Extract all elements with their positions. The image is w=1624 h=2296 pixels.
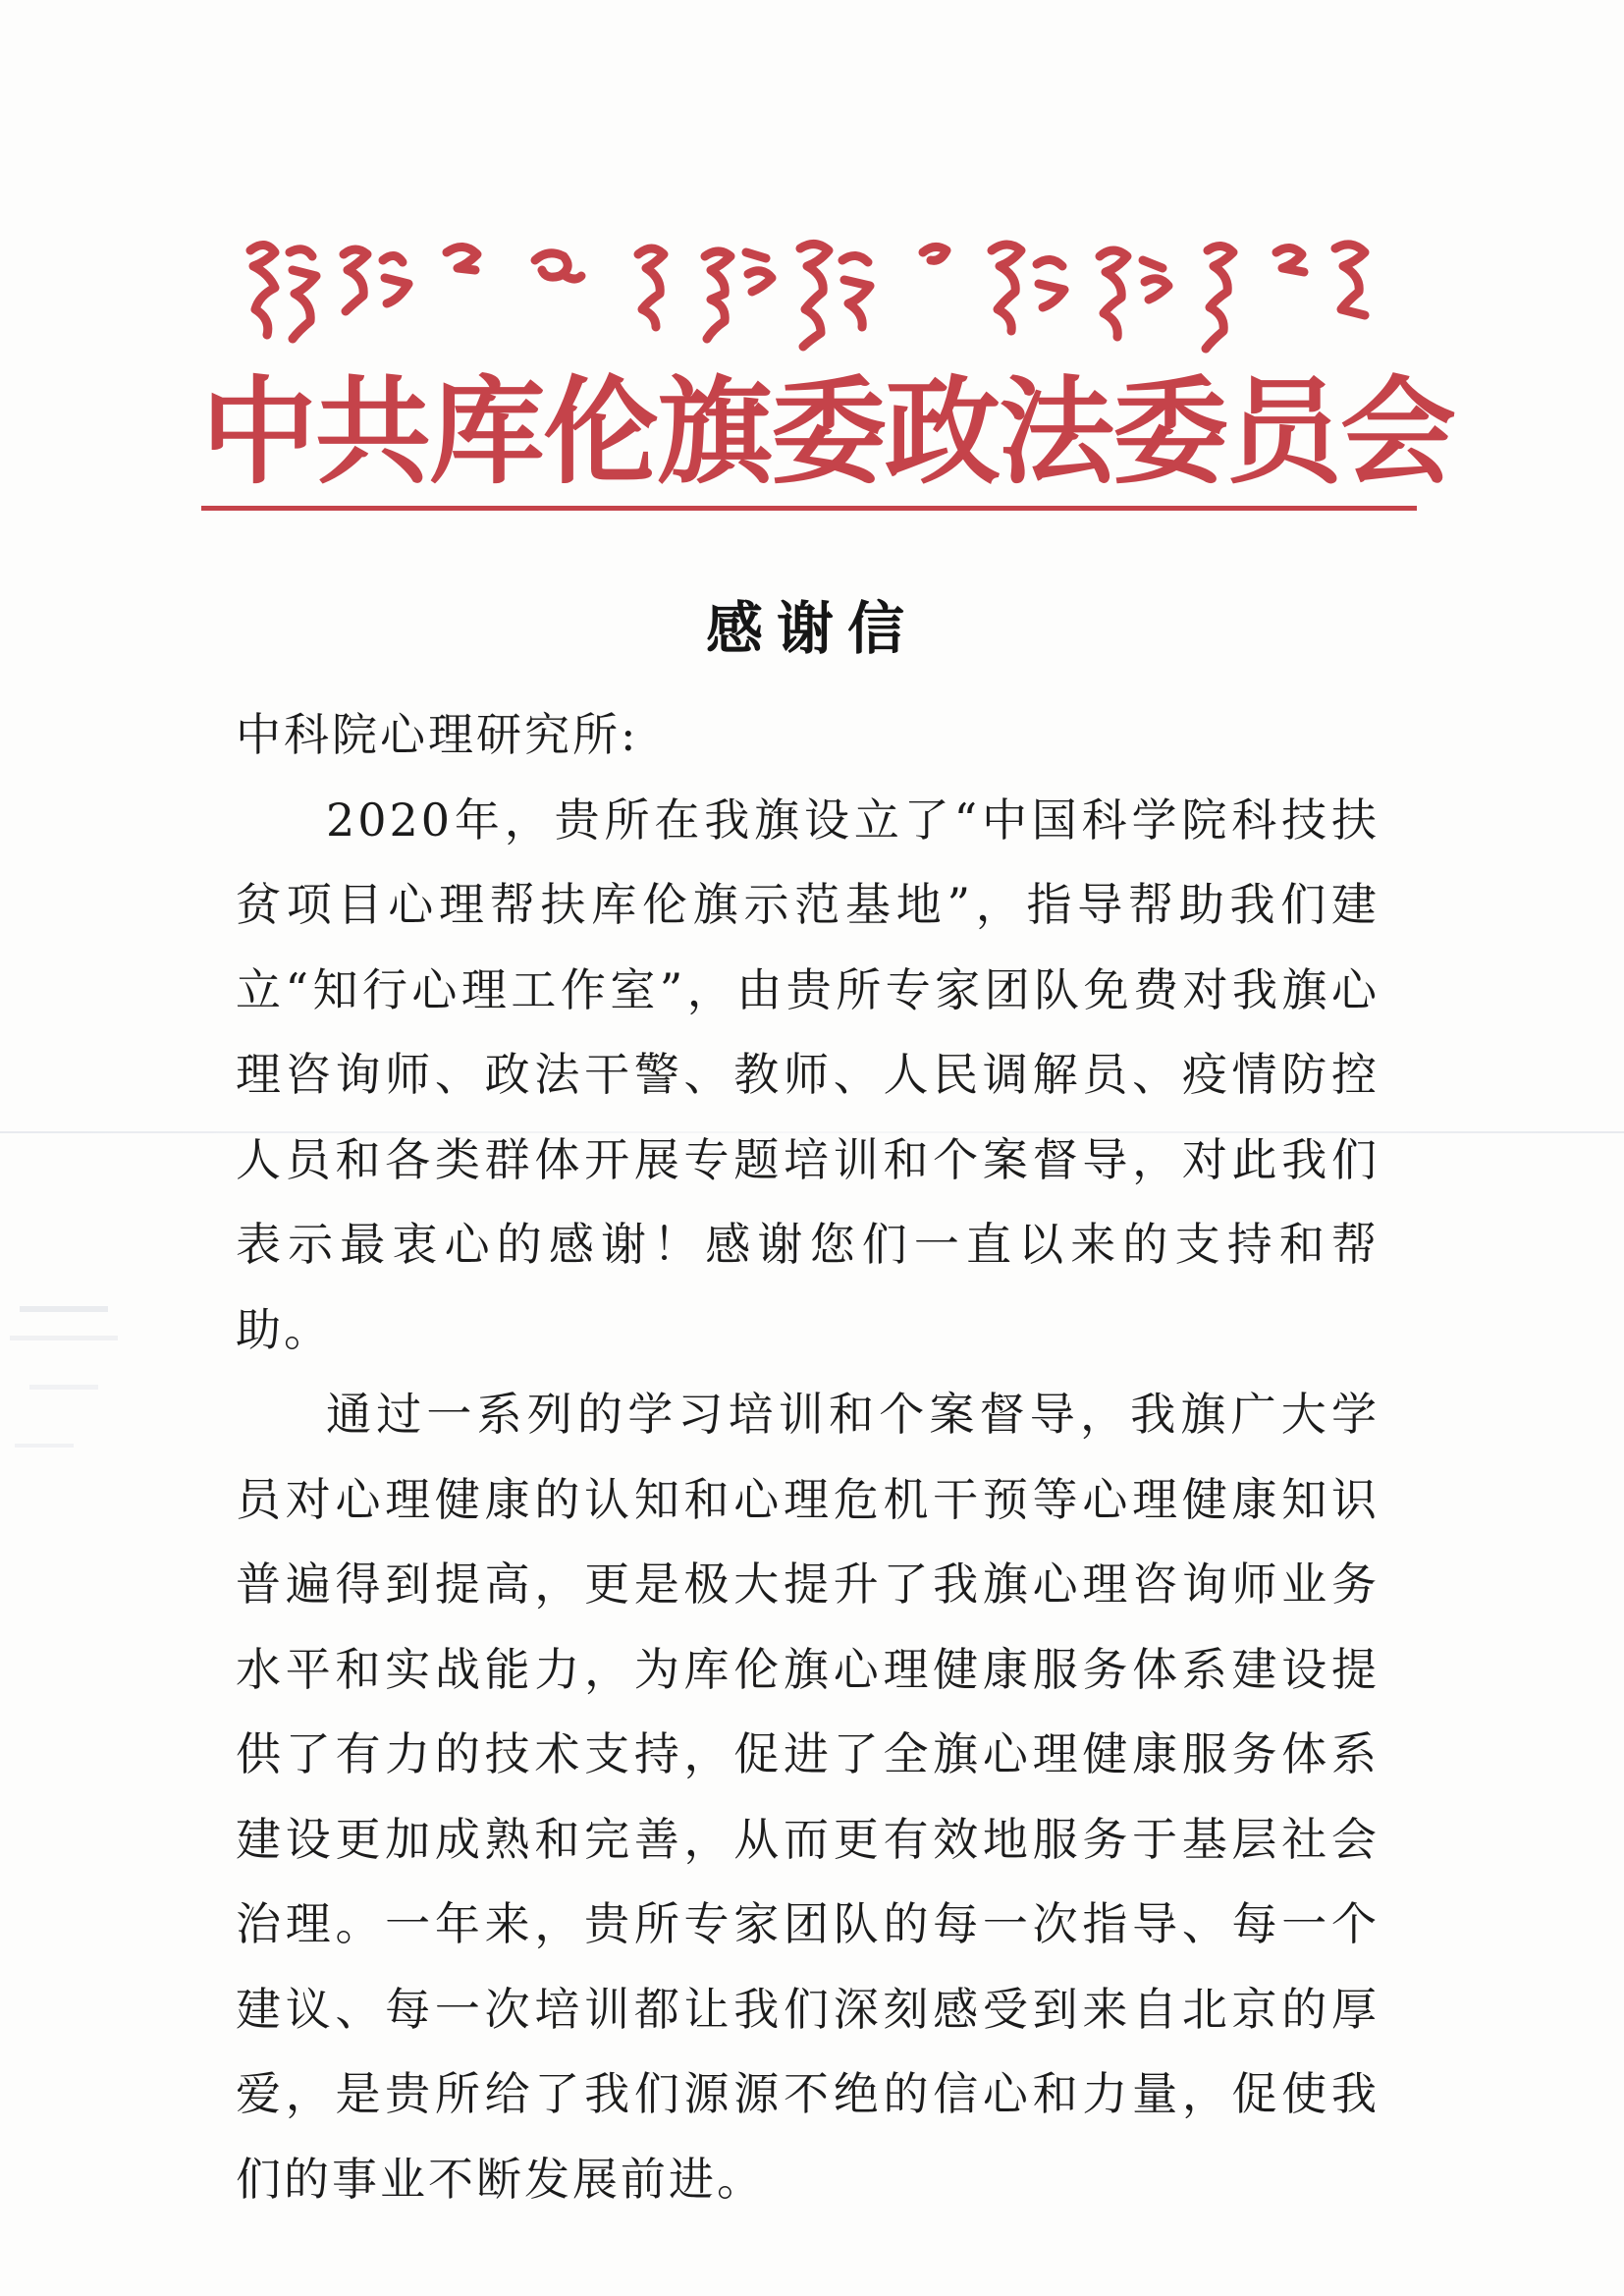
scan-noise-marks bbox=[0, 1296, 137, 1522]
letter-title: 感谢信 bbox=[705, 595, 918, 662]
letter-salutation: 中科院心理研究所: bbox=[236, 708, 639, 761]
letter-paragraph-2: 通过一系列的学习培训和个案督导，我旗广大学员对心理健康的认知和心理危机干预等心理健康知识普遍得到提高，更是极大提升了我旗心理咨询师业务水平和实战能力，为库伦旗心理健康服务体系建设提供了有力的技术支持，促进了全旗心理健康服务体系建设更加成熟和完善，从而更有效地服务于基层社会治理。一年来，贵所专家团队的每一次指导、每一个建议、每一次培训都让我们深刻感受到来自北京的厚爱，是贵所给了我们源源不绝的信心和力量，促使我们的事业不断发展前进。 bbox=[236, 1388, 1380, 2206]
letter-body bbox=[236, 692, 1380, 2221]
letterhead-red-rule bbox=[201, 506, 1417, 511]
organization-letterhead: 中共库伦旗委政法委员会 bbox=[201, 363, 1455, 500]
letter-paragraph-1: 2020年，贵所在我旗设立了“中国科学院科技扶贫项目心理帮扶库伦旗示范基地”，指导帮助我们建立“知行心理工作室”，由贵所专家团队免费对我旗心理咨询师、政法干警、教师、人民调解员、疫情防控人员和各类群体开展专题培训和个案督导，对此我们表示最衷心的感谢！感谢您们一直以来的支持和帮助。 bbox=[236, 793, 1380, 1356]
mongolian-script-graphic bbox=[236, 231, 1384, 368]
mongolian-script-header bbox=[236, 231, 1384, 368]
